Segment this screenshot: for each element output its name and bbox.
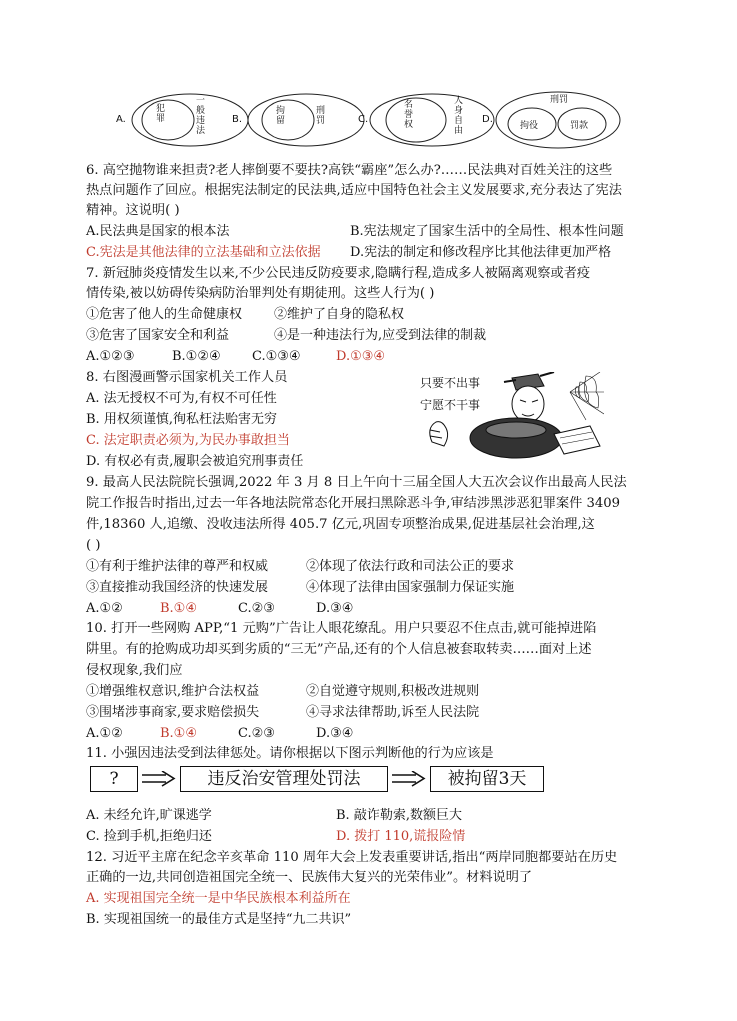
q9-option-d[interactable]: D.③④ bbox=[316, 601, 354, 616]
q11-option-c[interactable]: C. 捡到手机,拒绝归还 bbox=[86, 829, 212, 844]
q9-option-c[interactable]: C.②③ bbox=[238, 601, 275, 616]
q10-option-c[interactable]: C.②③ bbox=[238, 726, 275, 741]
q8-stem: 8. 右图漫画警示国家机关工作人员 bbox=[86, 370, 288, 385]
q10-stem-line1: 10. 打开一些网购 APP,“1 元购”广告让人眼花缭乱。用户只要忍不住点击,就可能掉进陷 bbox=[86, 621, 597, 636]
q6-option-b[interactable]: B.宪法规定了国家生活中的全局性、根本性问题 bbox=[350, 224, 624, 239]
q5-option-c-letter[interactable]: C. bbox=[358, 114, 369, 125]
flow-box-violation: 违反治安管理处罚法 bbox=[180, 766, 388, 792]
q5-c-left-label: 名誉权 bbox=[404, 100, 414, 130]
q8-cartoon bbox=[420, 372, 604, 468]
q9-option-a[interactable]: A.①② bbox=[86, 601, 123, 616]
q12-stem-line1: 12. 习近平主席在纪念辛亥革命 110 周年大会上发表重要讲话,指出“两岸同胞都要站在历史 bbox=[86, 850, 618, 865]
q12-option-a[interactable]: A. 实现祖国完全统一是中华民族根本利益所在 bbox=[86, 891, 351, 906]
q7-option-d[interactable]: D.①③④ bbox=[336, 349, 386, 364]
q5-option-b-letter[interactable]: B. bbox=[232, 114, 243, 125]
q6-stem-line1: 6. 高空抛物谁来担责?老人摔倒要不要扶?高铁“霸座”怎么办?……民法典对百姓关注的这些 bbox=[86, 163, 613, 178]
q6-stem-line2: 热点问题作了回应。根据宪法制定的民法典,适应中国特色社会主义发展要求,充分表达了宪法 bbox=[86, 183, 622, 198]
q5-a-inner-label: 犯罪 bbox=[156, 104, 166, 124]
q10-option-a[interactable]: A.①② bbox=[86, 726, 123, 741]
q8-option-b[interactable]: B. 用权须谨慎,徇私枉法贻害无穷 bbox=[86, 412, 277, 427]
q5-a-outer-label: 一般违法 bbox=[196, 96, 206, 136]
q9-stem-line2: 院工作报告时指出,过去一年各地法院常态化开展扫黑除恶斗争,审结涉黑涉恶犯罪案件 3409 bbox=[86, 496, 621, 511]
q8-option-d[interactable]: D. 有权必有责,履职会被追究刑事责任 bbox=[86, 454, 304, 469]
flow-box-unknown: ? bbox=[90, 766, 138, 792]
cartoon-caption-line1: 只要不出事 bbox=[420, 376, 481, 390]
q7-statement-3: ③危害了国家安全和利益 bbox=[86, 328, 230, 343]
q11-option-a[interactable]: A. 未经允许,旷课逃学 bbox=[86, 808, 212, 823]
q7-statement-1: ①危害了他人的生命健康权 bbox=[86, 307, 243, 322]
q6-option-c[interactable]: C.宪法是其他法律的立法基础和立法依据 bbox=[86, 245, 321, 260]
q10-stem-line2: 阱里。有的抢购成功却买到劣质的“三无”产品,还有的个人信息被套取转卖……面对上述 bbox=[86, 642, 592, 657]
q5-d-right-label: 罚款 bbox=[570, 121, 589, 131]
q9-statement-4: ④体现了法律由国家强制力保证实施 bbox=[306, 580, 515, 595]
q7-option-b[interactable]: B.①②④ bbox=[172, 349, 221, 364]
q9-statement-2: ②体现了依法行政和司法公正的要求 bbox=[306, 559, 515, 574]
q9-stem-line1: 9. 最高人民法院院长强调,2022 年 3 月 8 日上午向十三届全国人大五次会议作出最高人民法 bbox=[86, 475, 627, 490]
q9-statement-1: ①有利于维护法律的尊严和权威 bbox=[86, 559, 269, 574]
q10-option-b[interactable]: B.①④ bbox=[160, 726, 197, 741]
q7-stem-line1: 7. 新冠肺炎疫情发生以来,不少公民违反防疫要求,隐瞒行程,造成多人被隔离观察或者疫 bbox=[86, 266, 591, 281]
q7-option-c[interactable]: C.①③④ bbox=[252, 349, 301, 364]
q9-stem-line4: ( ) bbox=[86, 538, 101, 553]
q5-option-d-letter[interactable]: D. bbox=[482, 114, 493, 125]
q7-option-a[interactable]: A.①②③ bbox=[86, 349, 135, 364]
q10-statement-4: ④寻求法律帮助,诉至人民法院 bbox=[306, 705, 480, 720]
q8-option-c[interactable]: C. 法定职责必须为,为民办事敢担当 bbox=[86, 433, 290, 448]
q5-d-left-label: 拘役 bbox=[520, 121, 539, 131]
q9-stem-line3: 件,18360 人,追缴、没收违法所得 405.7 亿元,巩固专项整治成果,促进基层社会治理,这 bbox=[86, 517, 595, 532]
q9-option-b[interactable]: B.①④ bbox=[160, 601, 197, 616]
q6-option-d[interactable]: D.宪法的制定和修改程序比其他法律更加严格 bbox=[350, 245, 612, 260]
q7-statement-2: ②维护了自身的隐私权 bbox=[274, 307, 405, 322]
q5-c-right-label: 人身自由 bbox=[454, 96, 464, 136]
cartoon-official-illustration bbox=[420, 372, 604, 468]
q12-stem-line2: 正确的一边,共同创造祖国完全统一、民族伟大复兴的光荣伟业”。材料说明了 bbox=[86, 870, 533, 885]
q10-stem-line3: 侵权现象,我们应 bbox=[86, 663, 183, 678]
flow-arrow-icon bbox=[392, 771, 426, 787]
q8-option-a[interactable]: A. 法无授权不可为,有权不可任性 bbox=[86, 391, 277, 406]
flow-arrow-icon bbox=[142, 771, 176, 787]
q12-option-b[interactable]: B. 实现祖国统一的最佳方式是坚持“九二共识” bbox=[86, 912, 352, 927]
q11-option-d[interactable]: D. 拨打 110,谎报险情 bbox=[336, 829, 466, 844]
q10-statement-3: ③围堵涉事商家,要求赔偿损失 bbox=[86, 705, 260, 720]
q7-stem-line2: 情传染,被以妨碍传染病防治罪判处有期徒刑。这些人行为( ) bbox=[86, 286, 435, 301]
q10-option-d[interactable]: D.③④ bbox=[316, 726, 354, 741]
flow-box-punishment: 被拘留3天 bbox=[430, 766, 544, 792]
q5-d-top-label: 刑罚 bbox=[550, 95, 569, 105]
q5-b-left-label: 拘留 bbox=[276, 106, 286, 126]
q5-option-a-letter[interactable]: A. bbox=[116, 114, 126, 125]
cartoon-caption-line2: 宁愿不干事 bbox=[420, 398, 481, 412]
q5-diagram-options bbox=[110, 90, 630, 150]
q10-statement-2: ②自觉遵守规则,积极改进规则 bbox=[306, 684, 480, 699]
q7-statement-4: ④是一种违法行为,应受到法律的制裁 bbox=[274, 328, 487, 343]
q6-stem-line3: 精神。这说明( ) bbox=[86, 203, 180, 218]
q9-statement-3: ③直接推动我国经济的快速发展 bbox=[86, 580, 269, 595]
q11-option-b[interactable]: B. 敲诈勒索,数额巨大 bbox=[336, 808, 462, 823]
q10-statement-1: ①增强维权意识,维护合法权益 bbox=[86, 684, 260, 699]
q6-option-a[interactable]: A.民法典是国家的根本法 bbox=[86, 224, 230, 239]
q11-stem: 11. 小强因违法受到法律惩处。请你根据以下图示判断他的行为应该是 bbox=[86, 746, 494, 761]
q5-b-right-label: 刑罚 bbox=[316, 106, 326, 126]
